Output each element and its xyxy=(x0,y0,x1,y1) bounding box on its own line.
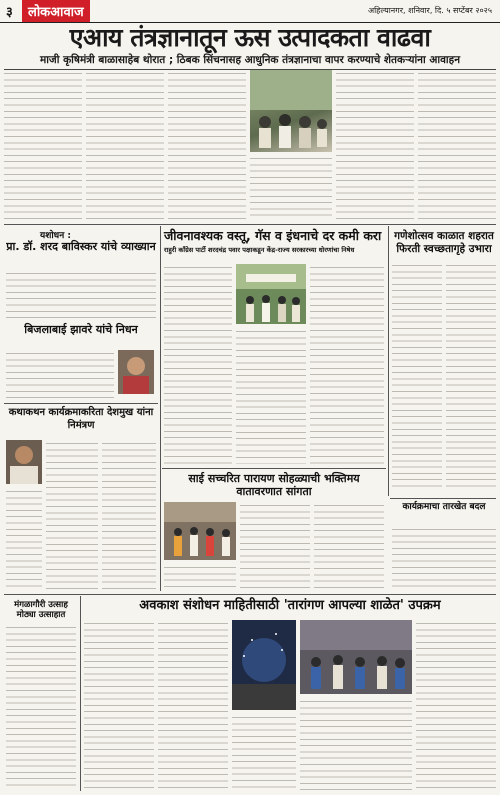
lead-body-col5 xyxy=(418,70,496,220)
story-ganesh-title: गणेशोत्सव काळात शहरात फिरती स्वच्छतागृहे उभारा xyxy=(394,230,494,255)
sai-event-photo xyxy=(164,502,236,560)
divider xyxy=(4,224,496,225)
story-jivan-body3 xyxy=(310,264,384,464)
lead-headline: एआय तंत्रज्ञानातून ऊस उत्पादकता वाढवा xyxy=(69,23,431,52)
story-sai-body1 xyxy=(164,564,236,592)
divider xyxy=(4,403,158,404)
divider xyxy=(162,468,386,469)
story-mangal-body xyxy=(6,624,76,789)
avkash-planetarium-photo xyxy=(232,620,296,710)
story-sai-title: साई सच्चरित पारायण सोहळ्याची भक्तिमय वातावरणात सांगता xyxy=(188,472,360,498)
story-kathak-body3 xyxy=(6,488,42,590)
story-mangal-title: मंगळागौरी उत्साह मोठ्या उत्साहात xyxy=(14,600,68,620)
story-avkash-body2 xyxy=(158,620,228,790)
story-kathak-body2 xyxy=(102,440,156,590)
lead-body-col2 xyxy=(86,70,164,220)
lead-photo xyxy=(250,70,332,152)
divider xyxy=(4,594,496,595)
story-sai-body3 xyxy=(314,502,384,592)
story-avkash-title: अवकाश संशोधन माहितीसाठी 'तारांगण आपल्या शाळेत' उपक्रम xyxy=(139,598,441,613)
story-sai-body2 xyxy=(240,502,310,592)
brand-logo: लोकआवाज xyxy=(22,0,90,22)
story-kathak-title: कथाकथन कार्यक्रमाकरिता देशमुख यांना निमंत्रण xyxy=(8,407,154,431)
avkash-students-photo xyxy=(300,620,412,694)
jivan-protest-photo xyxy=(236,264,306,324)
story-kathak-body1 xyxy=(46,440,98,590)
column-rule xyxy=(160,226,161,591)
column-rule xyxy=(388,226,389,496)
lead-body-col3 xyxy=(168,70,246,220)
kathak-portrait xyxy=(6,440,42,484)
story-avkash-body5 xyxy=(416,620,496,790)
story-avkash-body3 xyxy=(232,714,296,790)
story-bharti-title: प्रा. डॉ. शरद बाविस्कर यांचे व्याख्यान xyxy=(6,240,156,253)
story-obit-title: बिजलाबाई झावरे यांचे निधन xyxy=(24,323,138,336)
story-avkash-body4 xyxy=(300,698,412,790)
story-ganesh-body1 xyxy=(392,262,442,492)
obit-portrait xyxy=(118,350,154,394)
story-avkash-body1 xyxy=(84,620,154,790)
story-karyakram-body xyxy=(392,526,496,592)
story-jivan-body1 xyxy=(164,264,232,464)
lead-body-col1 xyxy=(4,70,82,220)
story-jivan-subhead: राहुरी काँग्रेस पार्टी शरदचंद्र पवार पक्षाकडून केंद्र-राज्य सरकारच्या धोरणांचा निषेध xyxy=(164,246,355,254)
lead-subhead: माजी कृषिमंत्री बाळासाहेब थोरात ; ठिबक सिंचनासह आधुनिक तंत्रज्ञानाचा वापर करण्याचे शेतकऱ्यांना आवाहन xyxy=(4,53,496,70)
date-line: अहिल्यानगर, शनिवार, दि. ५ सप्टेंबर २०२५ xyxy=(367,6,492,15)
lead-photo-caption xyxy=(250,155,332,220)
lead-body-col4 xyxy=(336,70,414,220)
divider xyxy=(390,498,496,499)
story-ganesh-body2 xyxy=(446,262,496,492)
column-rule xyxy=(80,596,81,791)
crowd-illustration xyxy=(250,70,332,152)
story-jivan-title: जीवनावश्यक वस्तू, गॅस व इंधनाचे दर कमी करा xyxy=(164,228,382,243)
story-obit-body xyxy=(6,350,114,400)
page-number: ३ xyxy=(6,5,13,20)
story-bharti-body xyxy=(6,270,156,320)
story-karyakram-title: कार्यक्रमाचा तारखेत बदल xyxy=(402,502,486,512)
story-bharti-kicker: यशोधन : xyxy=(40,231,71,241)
masthead xyxy=(0,0,500,23)
story-jivan-body2 xyxy=(236,328,306,464)
